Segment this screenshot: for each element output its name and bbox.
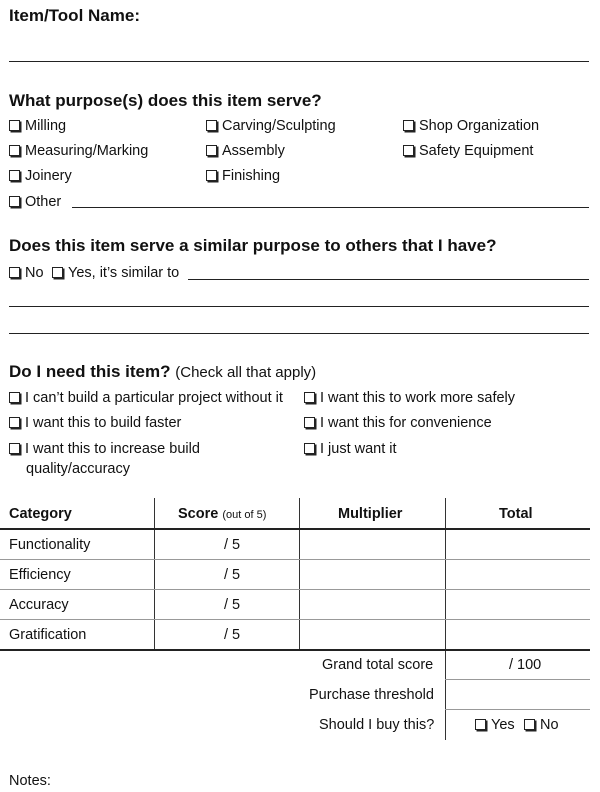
checkbox-icon[interactable]: [9, 196, 20, 207]
purpose-option-other[interactable]: Other: [9, 193, 61, 211]
threshold-label: Purchase threshold: [309, 687, 434, 703]
checkbox-icon[interactable]: [9, 145, 20, 156]
checkbox-icon[interactable]: [206, 145, 217, 156]
checkbox-icon[interactable]: [403, 145, 414, 156]
purpose-option-joinery[interactable]: Joinery: [9, 167, 72, 185]
buy-option-no[interactable]: No: [524, 716, 559, 734]
need-option-cant-build[interactable]: I can’t build a particular project without it: [9, 389, 283, 407]
table-row-rule: [0, 589, 590, 590]
need-option-just-want[interactable]: I just want it: [304, 440, 397, 458]
similar-option-yes[interactable]: Yes, it’s similar to: [52, 264, 179, 282]
table-row-rule: [0, 619, 590, 620]
row-score-input[interactable]: / 5: [224, 597, 241, 613]
header-total: Total: [499, 506, 533, 522]
similar-heading: Does this item serve a similar purpose to others that I have?: [9, 236, 497, 255]
checkbox-icon[interactable]: [206, 170, 217, 181]
purpose-option-shop-organization[interactable]: Shop Organization: [403, 117, 539, 135]
row-category: Functionality: [9, 537, 91, 553]
purpose-option-carving[interactable]: Carving/Sculpting: [206, 117, 336, 135]
similar-line-3[interactable]: [9, 333, 589, 334]
table-divider: [445, 498, 446, 740]
notes-label: Notes:: [9, 773, 51, 789]
row-score-input[interactable]: / 5: [224, 537, 241, 553]
checkbox-icon[interactable]: [9, 417, 20, 428]
checkbox-icon[interactable]: [304, 392, 315, 403]
table-divider: [299, 498, 300, 650]
checkbox-icon[interactable]: [9, 120, 20, 131]
need-option-faster[interactable]: I want this to build faster: [9, 414, 181, 432]
similar-line-1[interactable]: [188, 279, 589, 280]
header-category: Category: [9, 506, 72, 522]
need-option-safely[interactable]: I want this to work more safely: [304, 389, 515, 407]
table-summary-rule: [445, 679, 590, 680]
need-subheading: (Check all that apply): [175, 364, 317, 381]
purpose-heading: What purpose(s) does this item serve?: [9, 91, 322, 110]
need-option-convenience[interactable]: I want this for convenience: [304, 414, 492, 432]
row-category: Accuracy: [9, 597, 69, 613]
header-multiplier: Multiplier: [338, 506, 403, 522]
checkbox-icon[interactable]: [403, 120, 414, 131]
purpose-option-finishing[interactable]: Finishing: [206, 167, 280, 185]
item-name-line[interactable]: [9, 61, 589, 62]
checkbox-icon[interactable]: [52, 267, 63, 278]
grand-total-value[interactable]: / 100: [509, 657, 542, 673]
header-score-note: (out of 5): [222, 509, 267, 521]
checkbox-icon[interactable]: [9, 443, 20, 454]
row-category: Efficiency: [9, 567, 71, 583]
similar-option-no[interactable]: No: [9, 264, 44, 282]
checkbox-icon[interactable]: [206, 120, 217, 131]
purpose-option-safety[interactable]: Safety Equipment: [403, 142, 533, 160]
purpose-option-assembly[interactable]: Assembly: [206, 142, 285, 160]
item-name-label: Item/Tool Name:: [9, 6, 140, 25]
table-row-rule: [0, 559, 590, 560]
checkbox-icon[interactable]: [9, 392, 20, 403]
table-body-end-rule: [0, 649, 590, 651]
header-score: Score (out of 5): [178, 506, 267, 522]
need-option-quality-cont: quality/accuracy: [26, 461, 130, 477]
row-score-input[interactable]: / 5: [224, 567, 241, 583]
row-category: Gratification: [9, 627, 87, 643]
table-divider: [154, 498, 155, 650]
buy-option-yes[interactable]: Yes: [475, 716, 515, 734]
table-header-rule: [0, 528, 590, 530]
buy-label: Should I buy this?: [319, 717, 435, 733]
need-option-quality[interactable]: I want this to increase build: [9, 440, 200, 458]
checkbox-icon[interactable]: [304, 417, 315, 428]
checkbox-icon[interactable]: [524, 719, 535, 730]
purpose-option-milling[interactable]: Milling: [9, 117, 66, 135]
checkbox-icon[interactable]: [9, 267, 20, 278]
purpose-option-measuring[interactable]: Measuring/Marking: [9, 142, 148, 160]
similar-line-2[interactable]: [9, 306, 589, 307]
checkbox-icon[interactable]: [9, 170, 20, 181]
grand-total-label: Grand total score: [322, 657, 434, 673]
need-heading: Do I need this item? (Check all that apply): [9, 362, 317, 381]
row-score-input[interactable]: / 5: [224, 627, 241, 643]
checkbox-icon[interactable]: [304, 443, 315, 454]
table-summary-rule: [445, 709, 590, 710]
checkbox-icon[interactable]: [475, 719, 486, 730]
purpose-other-line[interactable]: [72, 207, 589, 208]
